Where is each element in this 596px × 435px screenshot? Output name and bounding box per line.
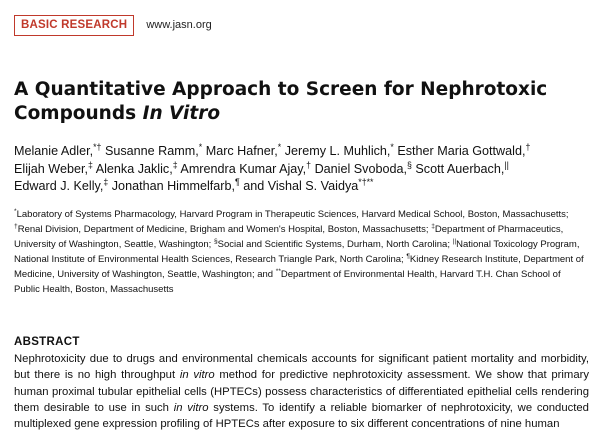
abstract-text: method for predictive nephrotoxicity assessment. We show that primary human proximal tubular epithelial cells (HPTECs) possess characteristics of differentiated epithelial cells rendering them desirable to use in such bbox=[14, 369, 590, 414]
author-name: Jonathan Himmelfarb, bbox=[108, 179, 235, 193]
affiliations bbox=[14, 207, 589, 297]
affiliation-text: Department of Pharmaceutics, University of Washington, Seattle, Washington; bbox=[14, 224, 564, 250]
author-name: Alenka Jaklic, bbox=[92, 161, 173, 176]
author-marks: *†** bbox=[358, 176, 374, 187]
article-header bbox=[14, 14, 212, 36]
affiliation-text: Department of Environmental Health, Harvard T.H. Chan School of Public Health, Boston, Massachusetts bbox=[14, 269, 561, 295]
author-name: Jeremy L. Muhlich, bbox=[281, 144, 391, 158]
affiliation-mark: ‡ bbox=[431, 222, 435, 230]
abstract-italic-text: in vitro bbox=[173, 401, 209, 414]
author-name: Elijah Weber, bbox=[14, 161, 88, 176]
author-name: Melanie Adler, bbox=[14, 144, 94, 158]
author-name: Edward J. Kelly, bbox=[14, 179, 104, 193]
author-marks: * bbox=[277, 141, 282, 152]
author-marks: ¶ bbox=[234, 176, 240, 187]
author-marks: * bbox=[198, 141, 203, 152]
author-name: Scott Auerbach, bbox=[411, 161, 505, 176]
author-name: Marc Hafner, bbox=[202, 144, 278, 158]
affiliation-mark: * bbox=[14, 207, 17, 215]
author-marks: || bbox=[504, 159, 509, 170]
author-marks: *† bbox=[93, 141, 102, 152]
author-name: Susanne Ramm, bbox=[101, 144, 199, 158]
journal-url[interactable]: www.jasn.org bbox=[146, 19, 212, 31]
affiliation-mark: † bbox=[14, 222, 18, 230]
affiliation-text: National Toxicology Program, National Institute of Environmental Health Sciences, Research Triangle Park, North Carolina; bbox=[14, 239, 580, 265]
affiliation-text: Laboratory of Systems Pharmacology, Harvard Program in Therapeutic Sciences, Harvard Medical School, Boston, Massachusetts; bbox=[16, 209, 569, 220]
affiliation-mark: § bbox=[213, 237, 218, 245]
author-marks: † bbox=[525, 141, 531, 152]
affiliation-text: Social and Scientific Systems, Durham, North Carolina; bbox=[217, 239, 453, 250]
abstract-heading: ABSTRACT bbox=[14, 336, 80, 348]
author-name: Amrendra Kumar Ajay, bbox=[177, 161, 307, 176]
author-list bbox=[14, 143, 589, 196]
article-title bbox=[14, 78, 584, 126]
abstract-text: systems. To identify a reliable biomarker of nephrotoxicity, we conducted multiplexed gene expression profiling of HPTECs after exposure to six different concentrations of nine human bbox=[14, 401, 589, 431]
affiliation-mark: ** bbox=[275, 267, 281, 275]
abstract-text: Nephrotoxicity due to drugs and environmental chemicals accounts for significant patient mortality and morbidity, but there is no high throughput bbox=[14, 353, 589, 382]
author-marks: ‡ bbox=[87, 159, 93, 170]
abstract-body bbox=[14, 351, 589, 432]
author-marks: ‡ bbox=[103, 176, 109, 187]
author-marks: † bbox=[306, 159, 312, 170]
affiliation-mark: || bbox=[452, 237, 457, 245]
affiliation-text: Renal Division, Department of Medicine, Brigham and Women's Hospital, Boston, Massachusetts; bbox=[17, 224, 432, 235]
affiliation-text: Kidney Research Institute, Department of Medicine, University of Washington, Seattle, Washington; and bbox=[14, 254, 584, 280]
author-name: Esther Maria Gottwald, bbox=[393, 144, 526, 158]
affiliation-mark: ¶ bbox=[406, 252, 410, 260]
abstract-italic-text: in vitro bbox=[179, 369, 215, 382]
author-marks: * bbox=[390, 141, 394, 152]
author-marks: ‡ bbox=[172, 159, 178, 170]
title-main: A Quantitative Approach to Screen for Nephrotoxic Compounds bbox=[14, 79, 548, 124]
author-marks: § bbox=[407, 159, 412, 170]
title-italic: In Vitro bbox=[142, 103, 221, 124]
section-badge: BASIC RESEARCH bbox=[14, 15, 134, 36]
author-name: and Vishal S. Vaidya bbox=[239, 179, 359, 193]
author-name: Daniel Svoboda, bbox=[311, 161, 407, 176]
